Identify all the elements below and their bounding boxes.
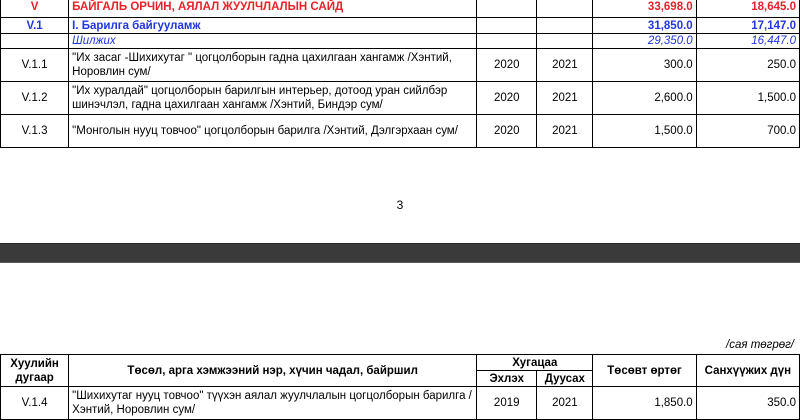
table-header-row bbox=[1, 355, 800, 371]
subsection-row bbox=[1, 18, 800, 34]
row-start: 2019 bbox=[477, 387, 537, 420]
row-end: 2021 bbox=[537, 115, 593, 148]
section-code: V bbox=[1, 0, 69, 18]
header-name: Төсөл, арга хэмжээний нэр, хүчин чадал, байршил bbox=[69, 355, 477, 387]
row-name: "Их хуралдай" цогцолборын барилгын интерьер, дотоод уран сийлбэр шинэчлэл, гадна цахилгаан хангамж /Хэнтий, Биндэр сум/ bbox=[69, 82, 477, 115]
row-code: V.1.4 bbox=[1, 387, 69, 420]
row-cost: 300.0 bbox=[593, 49, 696, 82]
section-funding: 18,645.0 bbox=[696, 0, 799, 18]
row-start: 2020 bbox=[477, 115, 537, 148]
header-code: Хуулийн дугаар bbox=[1, 355, 69, 387]
header-timeline: Хугацаа bbox=[477, 355, 593, 371]
section-name: БАЙГАЛЬ ОРЧИН, АЯЛАЛ ЖУУЛЧЛАЛЫН САЙД bbox=[69, 0, 477, 18]
row-code: V.1.1 bbox=[1, 49, 69, 82]
carryover-cost: 29,350.0 bbox=[593, 34, 696, 49]
table-row bbox=[1, 49, 800, 82]
section-end bbox=[537, 0, 593, 18]
table-row bbox=[1, 115, 800, 148]
row-start: 2020 bbox=[477, 82, 537, 115]
section-cost: 33,698.0 bbox=[593, 0, 696, 18]
header-start: Эхлэх bbox=[477, 371, 537, 387]
unit-note: /сая төгрөг/ bbox=[726, 339, 794, 351]
table-row bbox=[1, 82, 800, 115]
row-funding: 350.0 bbox=[696, 387, 799, 420]
subsection-code: V.1 bbox=[1, 18, 69, 34]
budget-table-top bbox=[0, 0, 800, 148]
row-cost: 1,500.0 bbox=[593, 115, 696, 148]
page-number: 3 bbox=[396, 198, 404, 212]
row-end: 2021 bbox=[537, 387, 593, 420]
row-end: 2021 bbox=[537, 49, 593, 82]
carryover-funding: 16,447.0 bbox=[696, 34, 799, 49]
row-name: "Шихихутаг нууц товчоо" түүхэн аялал жуулчлалын цогцолборын барилга /Хэнтий, Норовлин сум/ bbox=[69, 387, 477, 420]
row-code: V.1.2 bbox=[1, 82, 69, 115]
row-name: "Их засаг -Шихихутаг " цогцолборын гадна цахилгаан хангамж /Хэнтий, Норовлин сум/ bbox=[69, 49, 477, 82]
row-funding: 700.0 bbox=[696, 115, 799, 148]
header-end: Дуусах bbox=[537, 371, 593, 387]
carryover-row bbox=[1, 34, 800, 49]
row-funding: 250.0 bbox=[696, 49, 799, 82]
subsection-cost: 31,850.0 bbox=[593, 18, 696, 34]
row-end: 2021 bbox=[537, 82, 593, 115]
header-cost: Төсөвт өртөг bbox=[593, 355, 696, 387]
row-name: "Монголын нууц товчоо" цогцолборын барилга /Хэнтий, Дэлгэрхаан сум/ bbox=[69, 115, 477, 148]
page-break-divider bbox=[0, 243, 800, 263]
header-funding: Санхүүжих дүн bbox=[696, 355, 799, 387]
row-start: 2020 bbox=[477, 49, 537, 82]
section-start bbox=[477, 0, 537, 18]
carryover-label: Шилжих bbox=[69, 34, 477, 49]
subsection-funding: 17,147.0 bbox=[696, 18, 799, 34]
row-cost: 2,600.0 bbox=[593, 82, 696, 115]
budget-table-bottom bbox=[0, 354, 800, 420]
table-row bbox=[1, 387, 800, 420]
subsection-name: I. Барилга байгууламж bbox=[69, 18, 477, 34]
section-row bbox=[1, 0, 800, 18]
row-funding: 1,500.0 bbox=[696, 82, 799, 115]
row-code: V.1.3 bbox=[1, 115, 69, 148]
row-cost: 1,850.0 bbox=[593, 387, 696, 420]
